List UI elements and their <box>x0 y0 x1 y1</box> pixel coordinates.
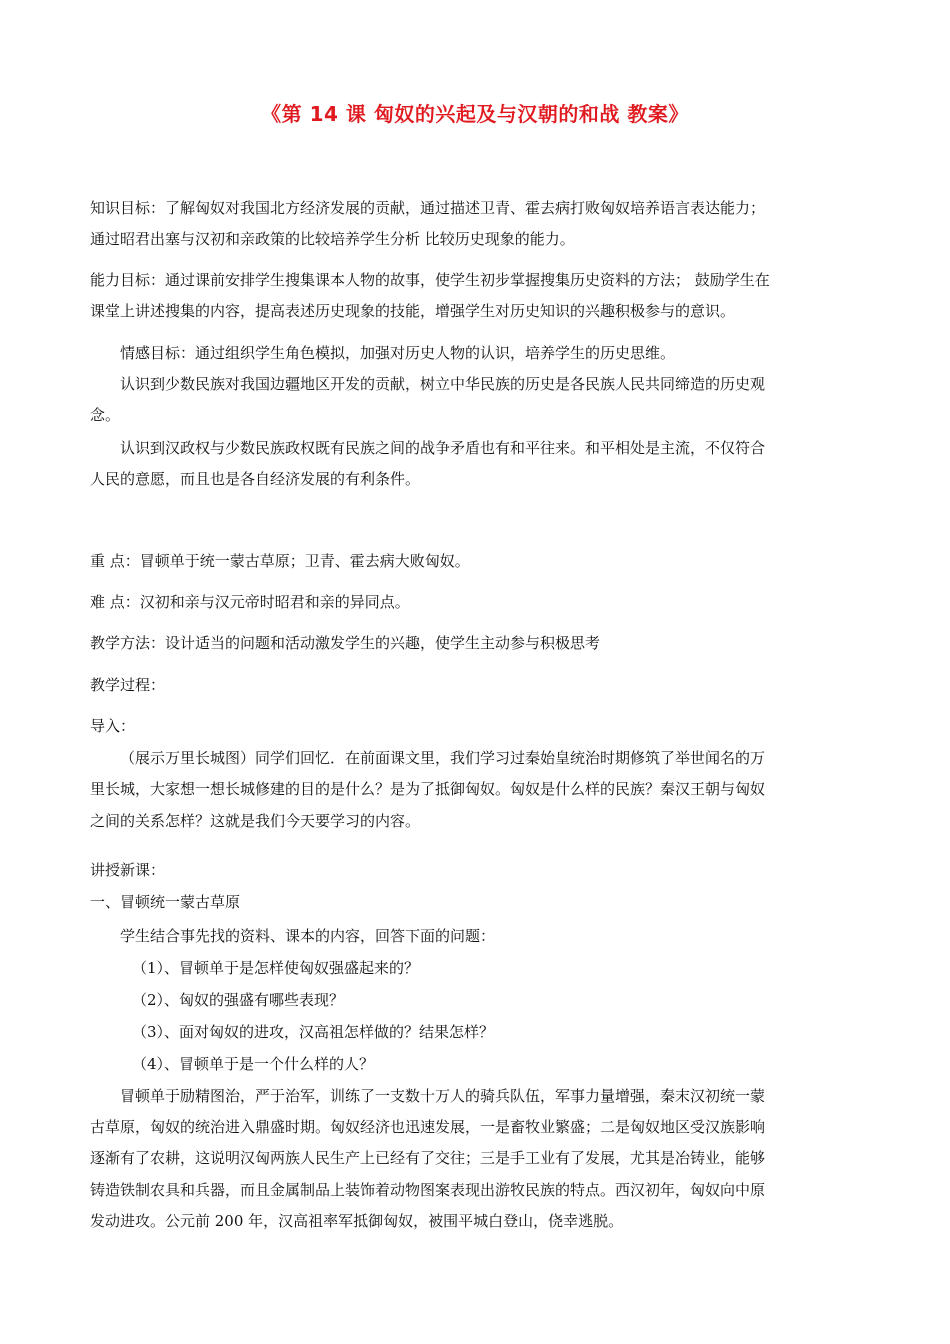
difficult-points: 难 点：汉初和亲与汉元帝时昭君和亲的异同点。 <box>90 593 410 611</box>
answer-line-4: 铸造铁制农具和兵器，而且金属制品上装饰着动物图案表现出游牧民族的特点。西汉初年，匈奴向中原 <box>90 1181 766 1199</box>
answer-line-1: 冒顿单于励精图治，严于治军，训练了一支数十万人的骑兵队伍，军事力量增强，秦末汉初统一蒙 <box>120 1087 766 1105</box>
question-item: （1）、冒顿单于是怎样使匈奴强盛起来的？ <box>132 959 420 977</box>
question-item: （4）、冒顿单于是一个什么样的人？ <box>132 1055 375 1073</box>
teaching-method: 教学方法：设计适当的问题和活动激发学生的兴趣，使学生主动参与积极思考 <box>90 634 601 652</box>
knowledge-objective-line-1: 知识目标：了解匈奴对我国北方经济发展的贡献，通过描述卫青、霍去病打败匈奴培养语言表达能力； <box>90 199 766 217</box>
section-1-heading: 一、冒顿统一蒙古草原 <box>90 893 241 911</box>
intro-line-1: （展示万里长城图）同学们回忆．在前面课文里，我们学习过秦始皇统治时期修筑了举世闻名的万 <box>120 749 766 767</box>
section-1-prompt: 学生结合事先找的资料、课本的内容，回答下面的问题： <box>120 927 496 945</box>
recognition-1-line-1: 认识到少数民族对我国边疆地区开发的贡献，树立中华民族的历史是各民族人民共同缔造的历史观 <box>120 375 766 393</box>
intro-line-3: 之间的关系怎样？这就是我们今天要学习的内容。 <box>90 812 421 830</box>
process-heading: 教学过程： <box>90 676 166 694</box>
document-title: 《第 14 课 匈奴的兴起及与汉朝的和战 教案》 <box>261 102 689 126</box>
new-lesson-heading: 讲授新课： <box>90 861 166 879</box>
question-item: （3）、面对匈奴的进攻，汉高祖怎样做的？结果怎样？ <box>132 1023 495 1041</box>
emotion-objective: 情感目标：通过组织学生角色模拟，加强对历史人物的认识，培养学生的历史思维。 <box>120 344 676 362</box>
answer-line-5: 发动进攻。公元前 200 年，汉高祖率军抵御匈奴，被围平城白登山，侥幸逃脱。 <box>90 1212 624 1230</box>
intro-line-2: 里长城，大家想一想长城修建的目的是什么？是为了抵御匈奴。匈奴是什么样的民族？秦汉王朝与匈奴 <box>90 780 766 798</box>
ability-objective-line-1: 能力目标：通过课前安排学生搜集课本人物的故事，使学生初步掌握搜集历史资料的方法； 鼓励学生在 <box>90 271 770 289</box>
answer-line-2: 古草原，匈奴的统治进入鼎盛时期。匈奴经济也迅速发展，一是畜牧业繁盛；二是匈奴地区受汉族影响 <box>90 1118 766 1136</box>
key-points: 重 点：冒顿单于统一蒙古草原；卫青、霍去病大败匈奴。 <box>90 552 470 570</box>
knowledge-objective-line-2: 通过昭君出塞与汉初和亲政策的比较培养学生分析 比较历史现象的能力。 <box>90 230 575 248</box>
recognition-2-line-2: 人民的意愿，而且也是各自经济发展的有利条件。 <box>90 470 421 488</box>
recognition-1-line-2: 念。 <box>90 406 121 424</box>
answer-line-3: 逐渐有了农耕，这说明汉匈两族人民生产上已经有了交往；三是手工业有了发展，尤其是冶铸业，能够 <box>90 1149 766 1167</box>
question-item: （2）、匈奴的强盛有哪些表现？ <box>132 991 345 1009</box>
intro-heading: 导入： <box>90 717 136 735</box>
recognition-2-line-1: 认识到汉政权与少数民族政权既有民族之间的战争矛盾也有和平往来。和平相处是主流，不仅符合 <box>120 439 766 457</box>
ability-objective-line-2: 课堂上讲述搜集的内容，提高表述历史现象的技能，增强学生对历史知识的兴趣积极参与的意识。 <box>90 302 736 320</box>
